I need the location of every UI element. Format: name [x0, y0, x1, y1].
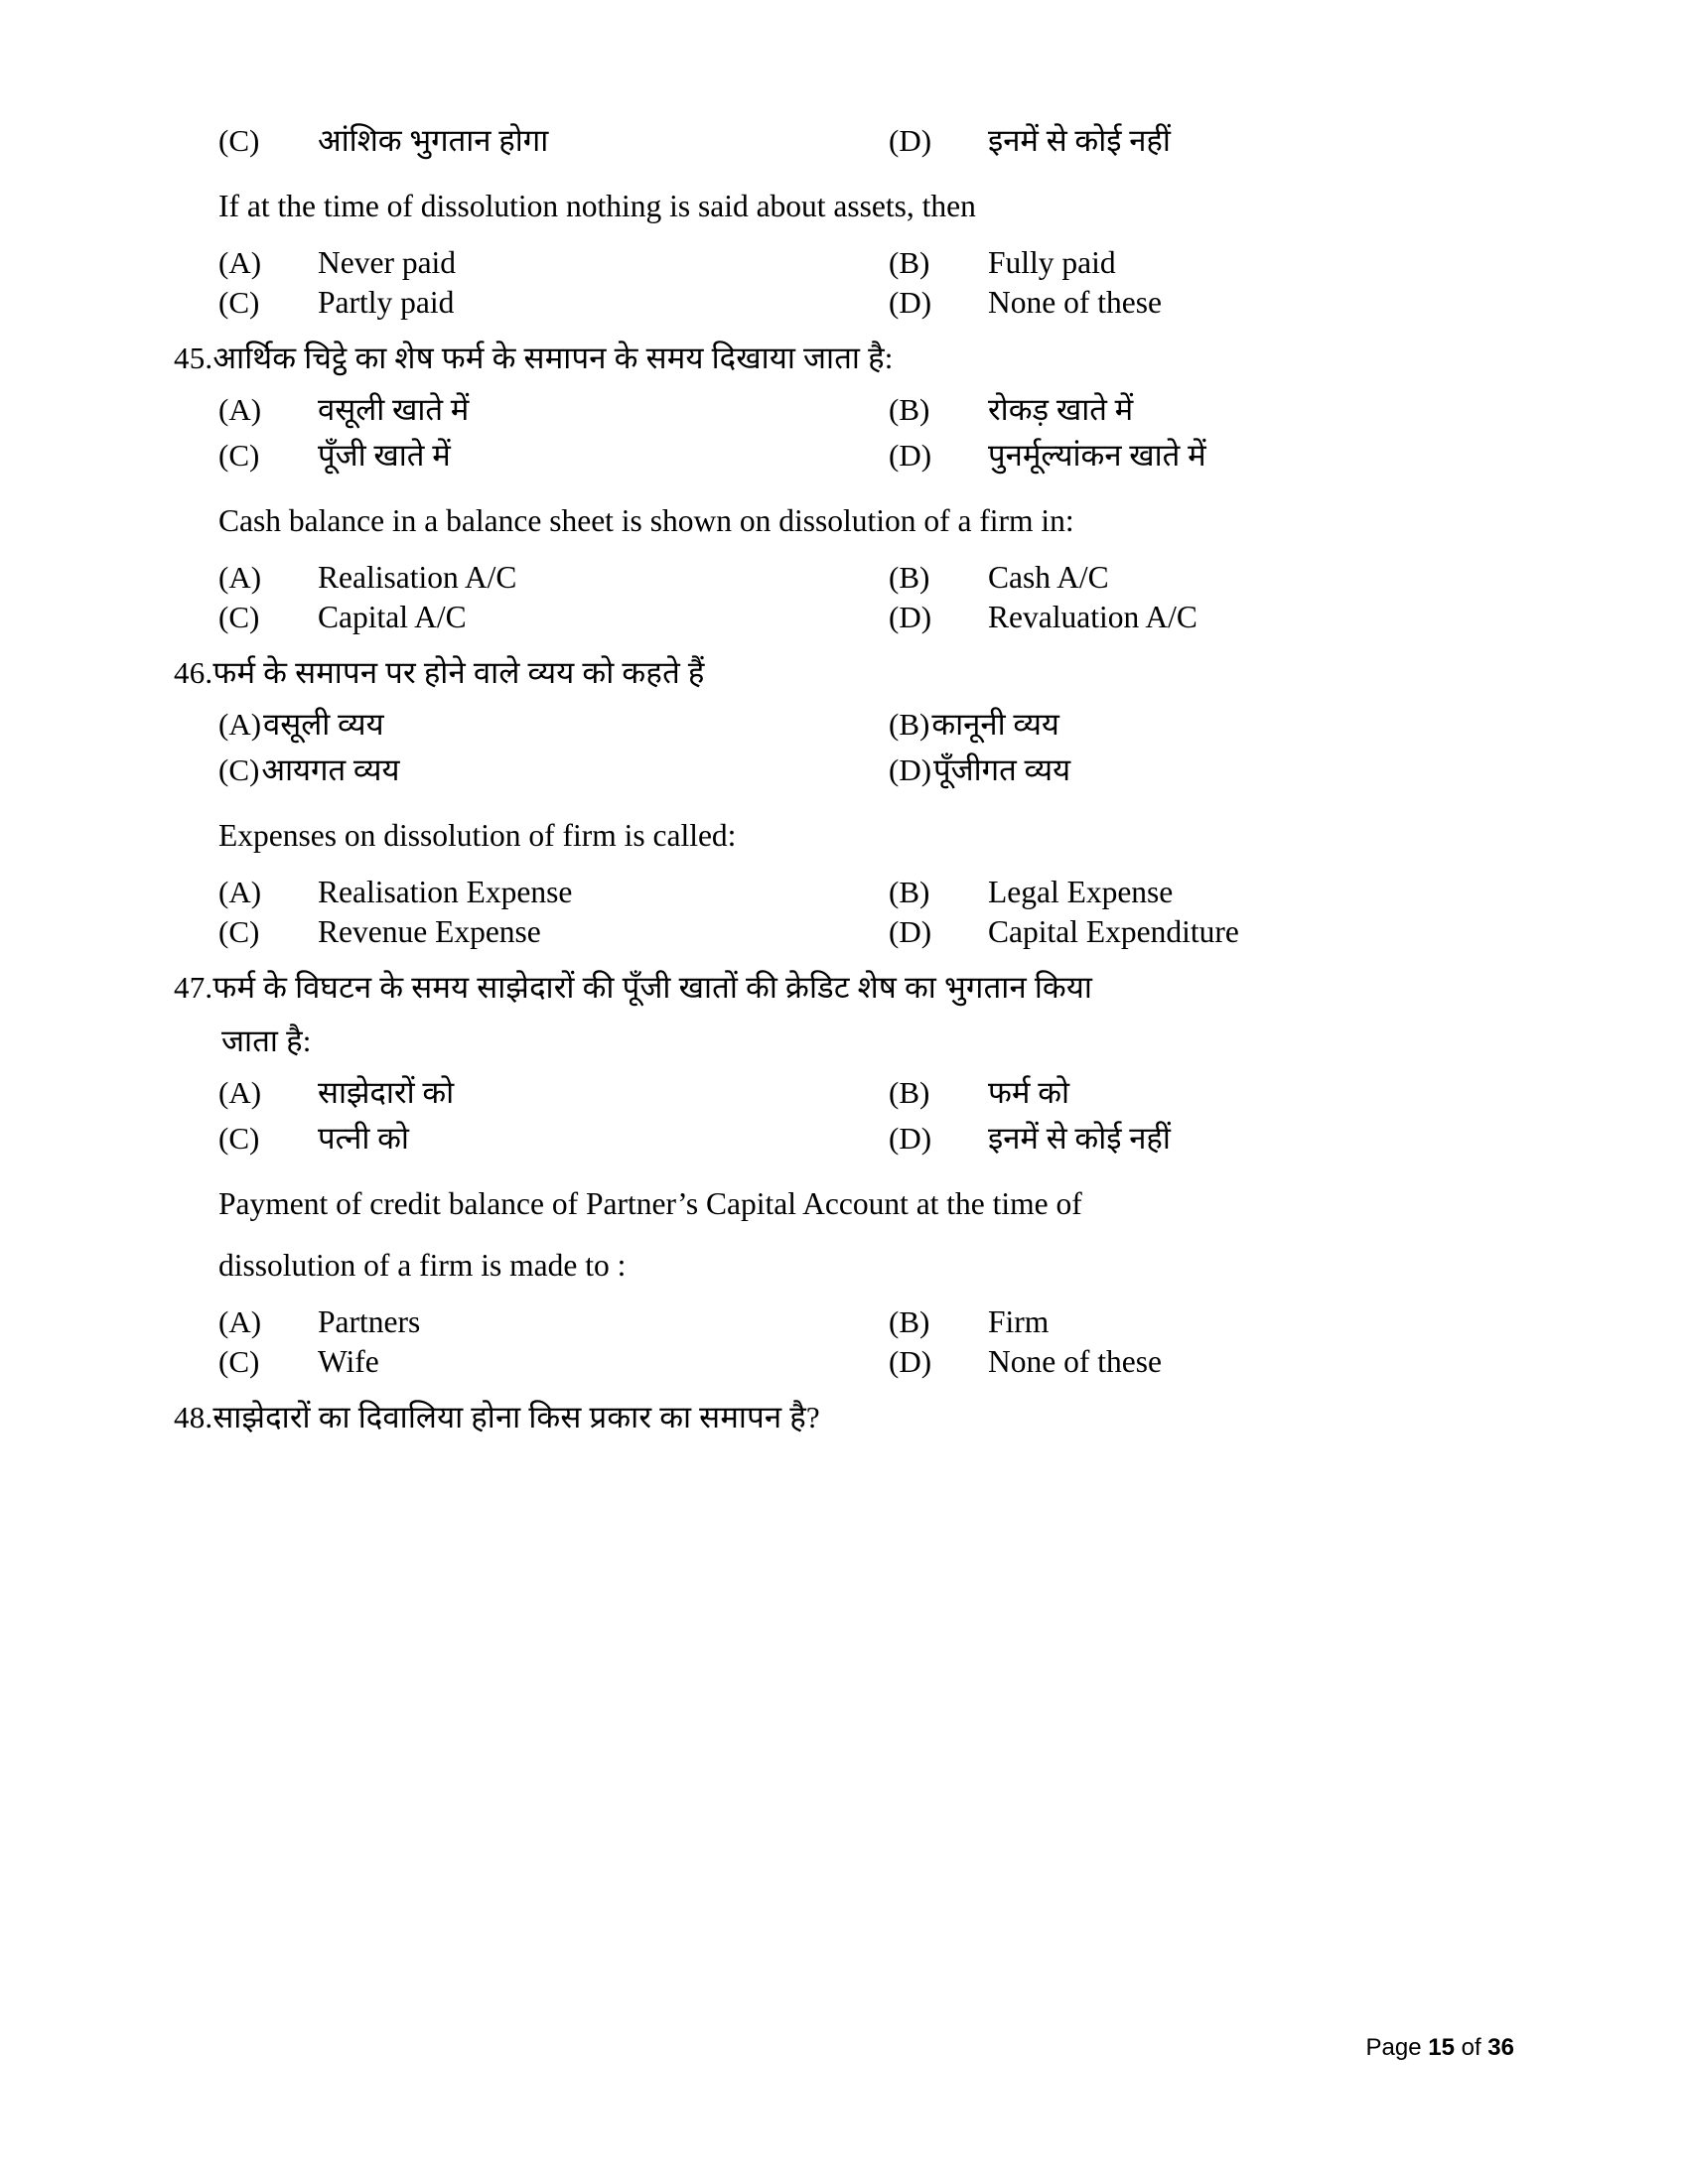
- option-left[interactable]: [174, 245, 844, 281]
- option-text: Legal Expense: [988, 874, 1174, 909]
- option-row: [174, 703, 1514, 745]
- question-45-line-0: 45.आर्थिक चिट्ठे का शेष फर्म के समापन के समय दिखाया जाता है:: [174, 340, 894, 375]
- option-label: (D): [889, 1120, 932, 1156]
- options-q44-english: [174, 245, 1514, 321]
- option-label: (B): [889, 1074, 930, 1110]
- option-label: (C): [218, 123, 260, 158]
- option-right[interactable]: [844, 1117, 1514, 1159]
- option-left[interactable]: [174, 914, 844, 950]
- option-left[interactable]: [174, 1304, 844, 1340]
- option-row: [174, 1304, 1514, 1340]
- option-left[interactable]: [174, 875, 844, 910]
- option-right[interactable]: [844, 1304, 1514, 1340]
- option-label: (D): [889, 751, 932, 787]
- question-45: [174, 335, 1514, 382]
- option-label: (A): [218, 706, 262, 742]
- option-label: (A): [218, 1304, 262, 1340]
- stem-q44-english: [174, 183, 1514, 231]
- option-text: आयगत व्यय: [261, 751, 400, 787]
- option-label: (C): [218, 599, 260, 634]
- option-row: [174, 1117, 1514, 1159]
- option-text: कानूनी व्यय: [931, 706, 1059, 742]
- options-q45-english: [174, 560, 1514, 635]
- stem-q44-english-line-0: If at the time of dissolution nothing is said about assets, then: [218, 189, 976, 223]
- option-label: (C): [218, 1344, 260, 1380]
- question-46: [174, 649, 1514, 697]
- option-label: (A): [218, 1074, 262, 1110]
- option-label: (C): [218, 751, 260, 787]
- option-right[interactable]: [844, 749, 1514, 790]
- option-text: Realisation A/C: [318, 559, 517, 595]
- option-text: Never paid: [318, 244, 457, 280]
- option-right[interactable]: [844, 600, 1514, 635]
- question-48: [174, 1394, 1514, 1441]
- stem-q45-english: [174, 497, 1514, 546]
- question-46-line-0: 46.फर्म के समापन पर होने वाले व्यय को कहते हैं: [174, 654, 705, 690]
- footer-page-number: 15: [1428, 2034, 1455, 2061]
- options-q45-hindi: [174, 388, 1514, 476]
- stem-q46-english: [174, 812, 1514, 861]
- option-right[interactable]: [844, 388, 1514, 430]
- option-label: (D): [889, 284, 932, 320]
- option-left[interactable]: [174, 703, 844, 745]
- option-label: (C): [218, 284, 260, 320]
- option-right[interactable]: [844, 245, 1514, 281]
- option-row: [174, 749, 1514, 790]
- option-text: आंशिक भुगतान होगा: [318, 123, 549, 158]
- option-row: [174, 914, 1514, 950]
- option-text: पूँजी खाते में: [318, 437, 451, 473]
- option-right[interactable]: [844, 285, 1514, 321]
- option-text: वसूली खाते में: [318, 391, 470, 427]
- question-47: [174, 964, 1514, 1065]
- option-row: [174, 1344, 1514, 1380]
- options-q46-hindi: [174, 703, 1514, 790]
- option-label: (D): [889, 913, 932, 949]
- option-text: Revenue Expense: [318, 913, 541, 949]
- question-47-line-0: 47.फर्म के विघटन के समय साझेदारों की पूँजी खातों की क्रेडिट शेष का भुगतान किया: [174, 969, 1093, 1005]
- option-label: (B): [889, 706, 930, 742]
- option-row: [174, 119, 1514, 161]
- options-q44-hindi-continued: [174, 119, 1514, 161]
- option-text: फर्म को: [988, 1074, 1070, 1110]
- option-label: (B): [889, 559, 930, 595]
- option-left[interactable]: [174, 1344, 844, 1380]
- option-text: वसूली व्यय: [263, 706, 384, 742]
- option-text: Fully paid: [988, 244, 1116, 280]
- option-left[interactable]: [174, 749, 844, 790]
- stem-q45-english-line-0: Cash balance in a balance sheet is shown on dissolution of a firm in:: [218, 502, 1074, 538]
- option-row: [174, 1071, 1514, 1113]
- option-label: (B): [889, 874, 930, 909]
- option-left[interactable]: [174, 119, 844, 161]
- option-text: Cash A/C: [988, 559, 1109, 595]
- option-right[interactable]: [844, 1071, 1514, 1113]
- option-left[interactable]: [174, 560, 844, 596]
- option-row: [174, 245, 1514, 281]
- question-48-line-0: 48.साझेदारों का दिवालिया होना किस प्रकार का समापन है?: [174, 1400, 820, 1435]
- option-row: [174, 875, 1514, 910]
- option-label: (D): [889, 599, 932, 634]
- option-label: (D): [889, 437, 932, 473]
- option-row: [174, 434, 1514, 476]
- option-left[interactable]: [174, 388, 844, 430]
- option-label: (C): [218, 913, 260, 949]
- option-text: Partly paid: [318, 284, 455, 320]
- option-row: [174, 600, 1514, 635]
- option-right[interactable]: [844, 434, 1514, 476]
- option-text: रोकड़ खाते में: [988, 391, 1134, 427]
- option-text: Wife: [318, 1344, 379, 1380]
- option-text: Realisation Expense: [318, 874, 573, 909]
- option-row: [174, 285, 1514, 321]
- option-text: None of these: [988, 284, 1162, 320]
- option-label: (C): [218, 437, 260, 473]
- option-text: पुनर्मूल्यांकन खाते में: [988, 437, 1206, 473]
- option-text: Partners: [318, 1304, 421, 1340]
- stem-q47-english: [174, 1180, 1514, 1292]
- options-q47-english: [174, 1304, 1514, 1380]
- option-right[interactable]: [844, 560, 1514, 596]
- option-label: (C): [218, 1120, 260, 1156]
- options-q46-english: [174, 875, 1514, 950]
- option-left[interactable]: [174, 285, 844, 321]
- footer-middle: of: [1454, 2034, 1488, 2061]
- option-text: None of these: [988, 1344, 1162, 1380]
- option-label: (B): [889, 244, 930, 280]
- option-text: Revaluation A/C: [988, 599, 1197, 634]
- option-label: (A): [218, 874, 262, 909]
- option-label: (A): [218, 244, 262, 280]
- option-label: (D): [889, 123, 932, 158]
- footer-total-pages: 36: [1487, 2034, 1514, 2061]
- options-q47-hindi: [174, 1071, 1514, 1159]
- option-left[interactable]: [174, 1071, 844, 1113]
- option-right[interactable]: [844, 119, 1514, 161]
- page-content: [174, 119, 1514, 1441]
- option-right[interactable]: [844, 703, 1514, 745]
- option-text: पूँजीगत व्यय: [933, 751, 1071, 787]
- option-label: (B): [889, 1304, 930, 1340]
- option-row: [174, 388, 1514, 430]
- option-label: (D): [889, 1344, 932, 1380]
- option-text: Firm: [988, 1304, 1050, 1340]
- stem-q47-english-line-0: Payment of credit balance of Partner’s Capital Account at the time of: [218, 1185, 1082, 1221]
- stem-q46-english-line-0: Expenses on dissolution of firm is called:: [218, 817, 737, 853]
- stem-q47-english-line-1: dissolution of a firm is made to :: [218, 1248, 627, 1284]
- option-label: (A): [218, 391, 262, 427]
- option-text: इनमें से कोई नहीं: [988, 123, 1171, 158]
- option-label: (B): [889, 391, 930, 427]
- option-left[interactable]: [174, 1117, 844, 1159]
- option-left[interactable]: [174, 434, 844, 476]
- option-text: पत्नी को: [318, 1120, 409, 1156]
- option-right[interactable]: [844, 1344, 1514, 1380]
- option-text: Capital A/C: [318, 599, 467, 634]
- option-text: साझेदारों को: [318, 1074, 455, 1110]
- option-text: Capital Expenditure: [988, 913, 1239, 949]
- option-row: [174, 560, 1514, 596]
- page-footer: [1339, 2006, 1514, 2090]
- question-47-line-1: जाता है:: [221, 1023, 312, 1058]
- option-left[interactable]: [174, 600, 844, 635]
- footer-prefix: Page: [1365, 2034, 1429, 2061]
- option-right[interactable]: [844, 914, 1514, 950]
- option-right[interactable]: [844, 875, 1514, 910]
- option-label: (A): [218, 559, 262, 595]
- option-text: इनमें से कोई नहीं: [988, 1120, 1171, 1156]
